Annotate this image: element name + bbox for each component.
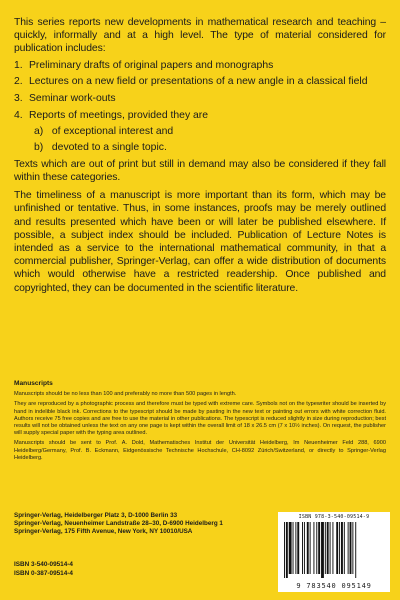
publisher-newyork: Springer-Verlag, 175 Fifth Avenue, New York, NY 10010/USA bbox=[14, 528, 193, 536]
barcode-bar bbox=[310, 522, 311, 574]
barcode-bar bbox=[344, 522, 345, 574]
barcode-bars bbox=[284, 522, 384, 578]
barcode-bar bbox=[316, 522, 317, 574]
barcode-bar bbox=[348, 522, 349, 574]
barcode-digits: 9 783540 095149 bbox=[296, 582, 372, 590]
barcode-label bbox=[278, 512, 390, 592]
barcode-isbn: ISBN 978-3-540-09514-9 bbox=[298, 514, 370, 520]
sub-list-item bbox=[34, 141, 386, 154]
barcode-bar bbox=[325, 522, 326, 574]
timeliness-paragraph: The timeliness of a manuscript is more important than its form, which may be unfinished or tentative. Thus, in some instances, proofs may be merely outlined and results presented which have been or will later be published elsewhere. If possible, a subject index should be included. Publication of Lecture Notes is intended as a service to the international mathematical community, in that a commercial publisher, Springer-Verlag, can offer a wide distribution of documents which would otherwise have a restricted readership. Once published and copyrighted, they can be documented in the scientific literature. bbox=[14, 190, 386, 294]
list-number: 1. bbox=[14, 59, 23, 71]
sub-list-text: of exceptional interest and bbox=[51, 125, 174, 137]
manuscripts-section bbox=[14, 380, 386, 465]
barcode-bar bbox=[355, 522, 356, 578]
barcode-bar bbox=[307, 522, 309, 574]
list-item bbox=[14, 75, 386, 88]
manuscripts-address: Manuscripts should be sent to Prof. A. Dold, Mathematisches Institut der Universität Heidelberg, Im Neuenheimer Feld 288, 6900 Heidelberg/Germany, Prof. B. Eckmann, Eidgenössische Technische Hochschule, CH-8092 Zürich/Switzerland, or directly to Springer-Verlag Heidelberg. bbox=[14, 440, 386, 461]
barcode-bar bbox=[318, 522, 320, 574]
barcode-bar bbox=[302, 522, 303, 574]
sub-list-text: devoted to a single topic. bbox=[51, 142, 167, 154]
barcode-bar bbox=[330, 522, 331, 574]
barcode-bar bbox=[350, 522, 352, 574]
publisher-heidelberg: Springer-Verlag, Neuenheimer Landstraße 28–30, D-6900 Heidelberg 1 bbox=[14, 520, 223, 528]
isbn-springer-berlin: ISBN 3-540-09514-4 bbox=[14, 561, 73, 568]
barcode-bar bbox=[286, 522, 288, 578]
manuscripts-heading: Manuscripts bbox=[14, 380, 53, 387]
sub-list-item bbox=[34, 125, 386, 138]
intro-paragraph: This series reports new developments in mathematical research and teaching – quickly, informally and at a high level. The type of material considered for publication includes: bbox=[14, 17, 386, 55]
out-of-print-paragraph: Texts which are out of print but still in demand may also be considered if they fall within these categories. bbox=[14, 158, 386, 184]
barcode-bar bbox=[313, 522, 314, 574]
list-item bbox=[14, 92, 386, 105]
sub-list-label: b) bbox=[34, 142, 44, 154]
sub-list-label: a) bbox=[34, 125, 44, 137]
list-item bbox=[14, 59, 386, 72]
barcode-bar bbox=[336, 522, 338, 574]
list-text: Reports of meetings, provided they are bbox=[29, 109, 209, 121]
barcode-bar bbox=[327, 522, 329, 574]
barcode-bar bbox=[321, 522, 324, 578]
material-list bbox=[14, 59, 386, 155]
list-text: Lectures on a new field or presentations of a new angle in a classical field bbox=[29, 76, 368, 88]
publisher-berlin: Springer-Verlag, Heidelberger Platz 3, D-1000 Berlin 33 bbox=[14, 512, 178, 519]
manuscripts-length: Manuscripts should be no less than 100 and preferably no more than 500 pages in length. bbox=[14, 391, 237, 398]
sub-list bbox=[34, 125, 386, 154]
barcode-bar bbox=[339, 522, 340, 574]
list-text: Preliminary drafts of original papers and monographs bbox=[29, 59, 274, 71]
manuscripts-typing: They are reproduced by a photographic process and therefore must be typed with extreme care. Symbols not on the typewriter should be inserted by hand in indelible black ink. Corrections to the typescript should be made by pasting in the new text or painting out errors with white correction fluid. Authors receive 75 free copies and are free to use the material in other publications. The typescript is reduced slightly in size during reproduction; best results will not be obtained unless the text on any one page is kept within the overall limit of 18 x 26.5 cm (7 x 10½ inches). On request, the publisher will supply special paper with the typing area outlined. bbox=[14, 401, 386, 437]
isbn-block bbox=[14, 561, 73, 578]
barcode-bar bbox=[352, 522, 353, 574]
list-number: 3. bbox=[14, 93, 23, 105]
list-item bbox=[14, 109, 386, 155]
barcode-bar bbox=[332, 522, 333, 574]
publisher-addresses bbox=[14, 512, 274, 537]
barcode-bar bbox=[293, 522, 294, 574]
list-text: Seminar work-outs bbox=[29, 93, 116, 105]
isbn-springer-newyork: ISBN 0-387-09514-4 bbox=[14, 569, 73, 577]
barcode-bar bbox=[284, 522, 285, 578]
list-number: 4. bbox=[14, 109, 23, 121]
barcode-bar bbox=[295, 522, 296, 574]
main-text bbox=[14, 16, 386, 295]
barcode-bar bbox=[341, 522, 343, 574]
barcode-bar bbox=[297, 522, 299, 574]
barcode-bar bbox=[289, 522, 292, 574]
barcode-bar bbox=[304, 522, 305, 574]
list-number: 2. bbox=[14, 76, 23, 88]
